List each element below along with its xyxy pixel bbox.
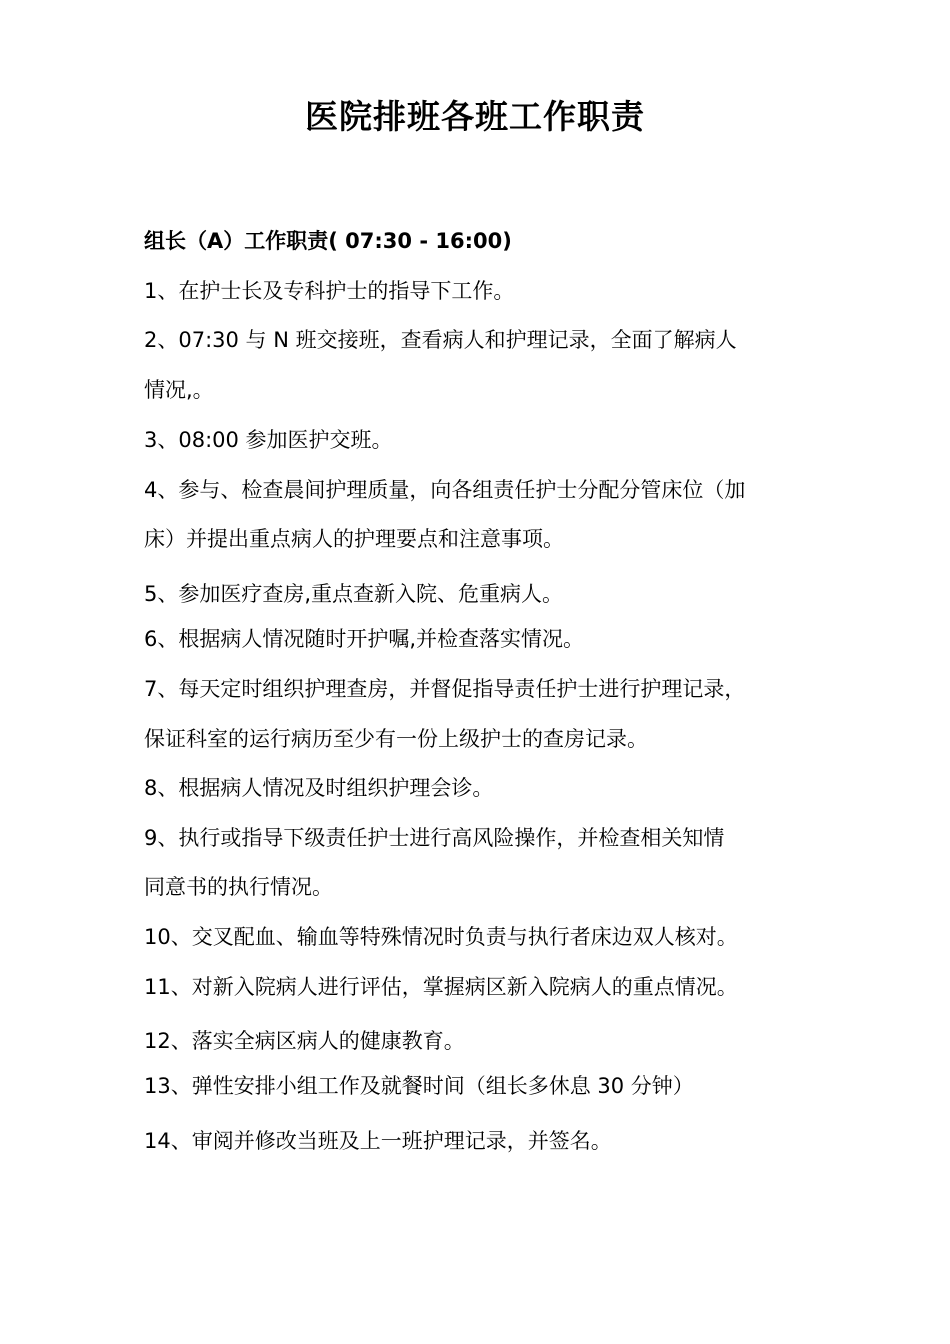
document-title: 医院排班各班工作职责	[305, 97, 645, 136]
duty-line-11: 11、对新入院病人进行评估，掌握病区新入院病人的重点情况。	[144, 975, 738, 999]
duty-line-3: 3、08:00 参加医护交班。	[144, 428, 393, 452]
duty-line-5: 5、参加医疗查房,重点查新入院、危重病人。	[144, 582, 564, 606]
duty-line-4: 4、参与、检查晨间护理质量，向各组责任护士分配分管床位（加	[144, 478, 746, 502]
duty-line-12: 12、落实全病区病人的健康教育。	[144, 1029, 465, 1053]
duty-line-1: 1、在护士长及专科护士的指导下工作。	[144, 279, 515, 303]
duty-line-9-cont: 同意书的执行情况。	[144, 875, 333, 899]
duty-line-9: 9、执行或指导下级责任护士进行高风险操作，并检查相关知情	[144, 826, 725, 850]
duty-line-7-cont: 保证科室的运行病历至少有一份上级护士的查房记录。	[144, 727, 648, 751]
duty-line-7: 7、每天定时组织护理查房，并督促指导责任护士进行护理记录，	[144, 677, 746, 701]
duty-line-8: 8、根据病人情况及时组织护理会诊。	[144, 776, 494, 800]
duty-line-2: 2、07:30 与 N 班交接班，查看病人和护理记录，全面了解病人	[144, 328, 737, 352]
duty-line-2-cont: 情况,。	[144, 378, 214, 402]
section-heading: 组长（A）工作职责( 07:30 - 16:00)	[144, 229, 512, 253]
duty-line-13: 13、弹性安排小组工作及就餐时间（组长多休息 30 分钟）	[144, 1074, 694, 1098]
duty-line-6: 6、根据病人情况随时开护嘱,并检查落实情况。	[144, 627, 585, 651]
duty-line-10: 10、交叉配血、输血等特殊情况时负责与执行者床边双人核对。	[144, 925, 738, 949]
duty-line-14: 14、审阅并修改当班及上一班护理记录，并签名。	[144, 1129, 612, 1153]
duty-line-4-cont: 床）并提出重点病人的护理要点和注意事项。	[144, 527, 564, 551]
